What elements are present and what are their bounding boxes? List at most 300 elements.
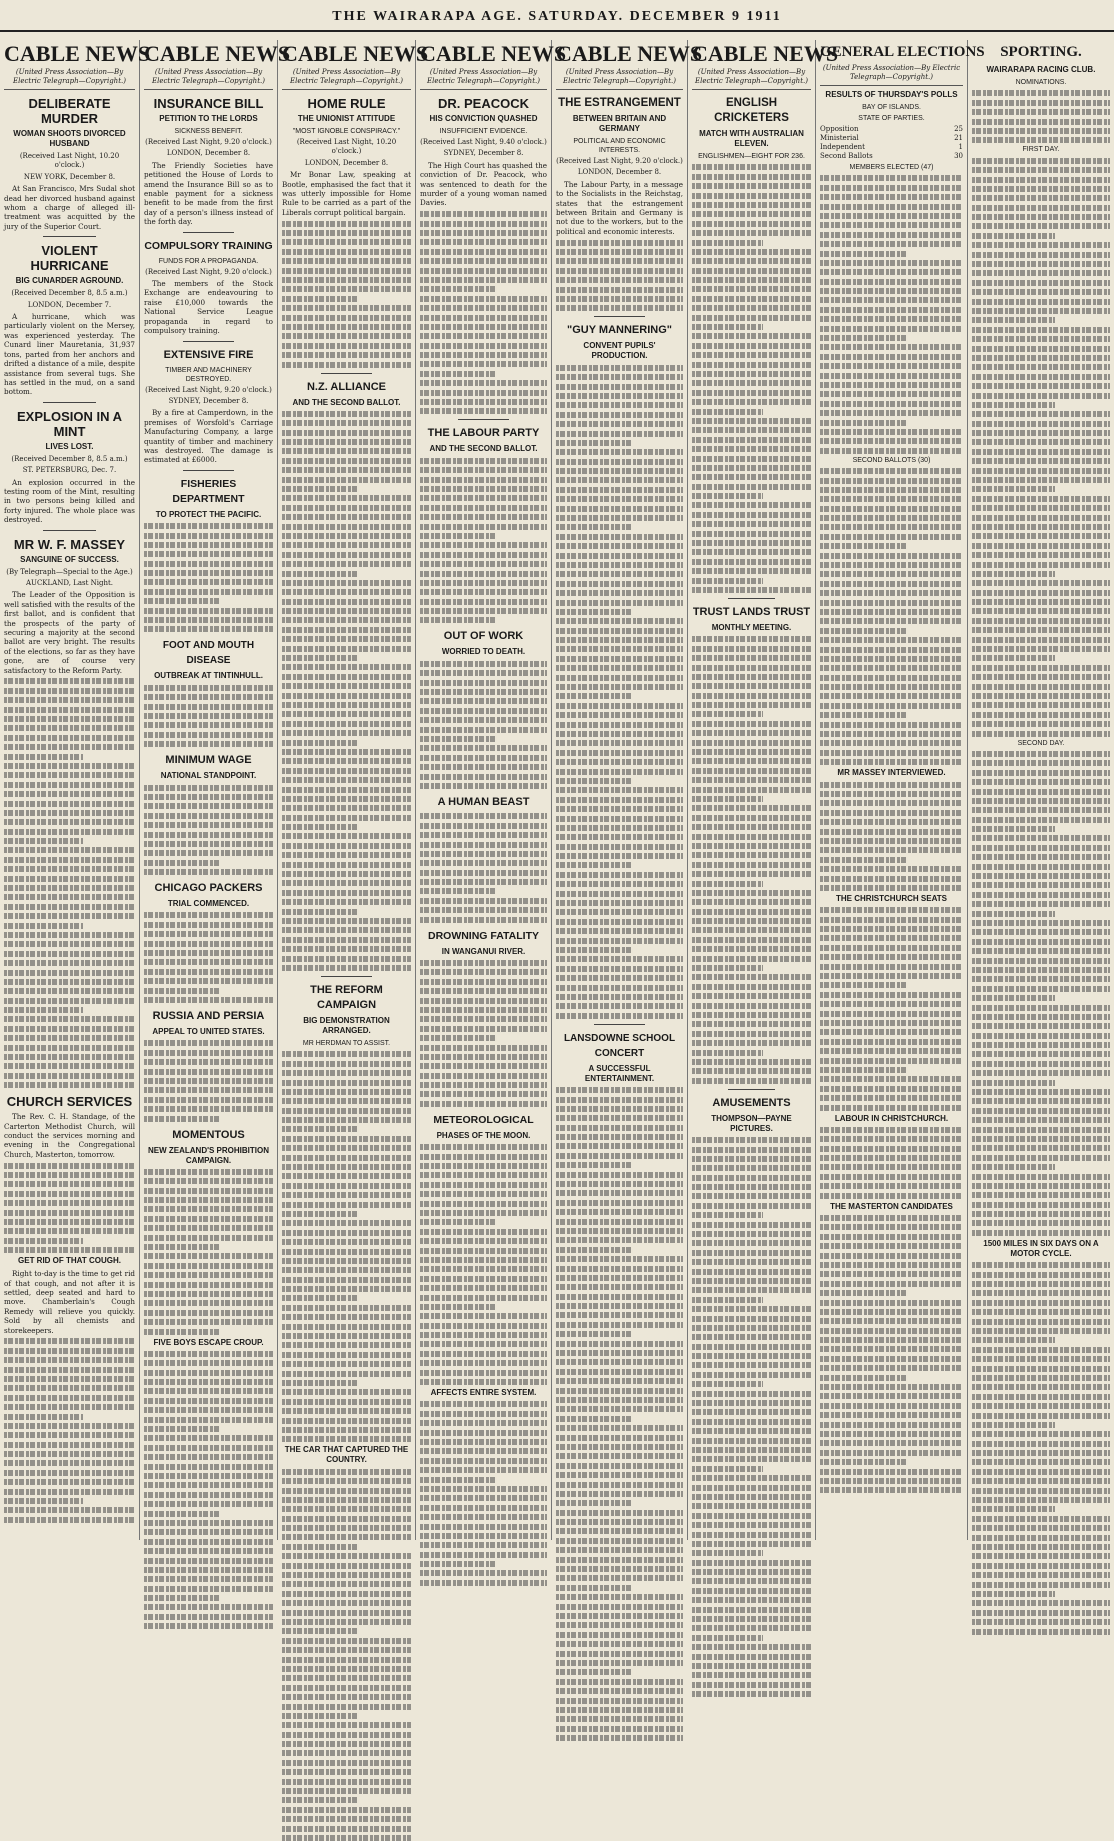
text-line <box>556 693 632 699</box>
text-line <box>972 299 1110 305</box>
headline: CHICAGO PACKERS <box>154 882 263 895</box>
text-line <box>4 725 135 731</box>
text-line <box>282 664 411 670</box>
text-line <box>4 1082 135 1088</box>
text-line <box>420 670 547 676</box>
text-line <box>4 1517 135 1523</box>
text-line <box>556 1331 632 1337</box>
text-line <box>4 1219 135 1225</box>
text-line <box>282 1732 411 1738</box>
text-line <box>820 1253 963 1259</box>
text-line <box>972 1356 1110 1362</box>
text-line <box>282 1145 411 1151</box>
text-line <box>4 819 135 825</box>
text-line <box>556 909 683 915</box>
dateline: AUCKLAND, Last Night. <box>25 578 114 587</box>
text-line <box>556 1613 683 1619</box>
text-line <box>282 1361 411 1367</box>
text-line <box>420 689 547 695</box>
text-line <box>820 1136 963 1142</box>
text-line <box>556 1097 683 1103</box>
text-line <box>556 1622 683 1628</box>
text-line <box>972 976 1110 982</box>
text-line <box>972 1220 1110 1226</box>
text-line <box>282 1534 411 1540</box>
text-line <box>556 769 683 775</box>
text-line <box>4 744 135 750</box>
text-line <box>972 543 1110 549</box>
text-line <box>556 277 683 283</box>
text-line <box>820 935 963 941</box>
text-line <box>144 1329 221 1335</box>
text-line <box>282 1249 411 1255</box>
text-line <box>420 608 547 614</box>
dateline: SYDNEY, December 8. <box>168 396 249 405</box>
column-banner: SPORTING. <box>1000 44 1082 60</box>
text-line <box>972 1347 1110 1353</box>
article-body: The Rev. C. H. Standage, of the Carterton Methodist Church, will conduct the services morning and evening in the Congregational Church, Masterton, tomorrow. <box>4 1112 135 1159</box>
text-line <box>282 1436 411 1442</box>
text-line <box>556 1284 683 1290</box>
text-line <box>556 268 683 274</box>
text-line <box>972 864 1110 870</box>
text-line <box>556 1388 683 1394</box>
column-7 <box>816 40 985 1540</box>
text-line <box>556 609 632 615</box>
text-line <box>556 1547 683 1553</box>
subheadline: A SUCCESSFUL ENTERTAINMENT. <box>584 1063 655 1083</box>
text-line <box>820 241 963 247</box>
text-line <box>144 732 273 738</box>
text-line <box>420 898 547 904</box>
subheadline: NOMINATIONS. <box>1015 79 1067 86</box>
text-line <box>972 486 1055 492</box>
text-line <box>556 712 683 718</box>
text-line <box>556 543 683 549</box>
text-line <box>420 1486 547 1492</box>
text-line <box>144 997 273 1003</box>
text-line <box>556 553 683 559</box>
subheadline: APPEAL TO UNITED STATES. <box>152 1026 265 1036</box>
text-line <box>556 759 683 765</box>
text-line <box>282 239 411 245</box>
text-line <box>972 515 1110 521</box>
text-line <box>692 946 811 952</box>
text-line <box>820 515 963 521</box>
text-line <box>4 697 135 703</box>
text-line <box>282 1277 411 1283</box>
text-line <box>420 851 547 857</box>
subheadline: SANGUINE OF SUCCESS. <box>20 554 119 564</box>
text-line <box>820 1001 963 1007</box>
text-line <box>972 712 1110 718</box>
text-line <box>820 1431 963 1437</box>
text-line <box>820 571 963 577</box>
text-line <box>282 561 411 567</box>
text-line <box>144 1407 273 1413</box>
text-line <box>420 390 547 396</box>
text-line <box>556 600 683 606</box>
text-line <box>692 1391 811 1397</box>
text-line <box>972 1600 1110 1606</box>
dateline: LONDON, December 8. <box>304 158 389 167</box>
text-line <box>972 939 1110 945</box>
credit-line: (United Press Association—By Electric Telegraph—Copyright.) <box>420 68 547 90</box>
text-line <box>692 1050 763 1056</box>
text-line <box>820 1234 963 1240</box>
text-line <box>144 1106 273 1112</box>
text-line <box>4 932 135 938</box>
subheadline: SECOND DAY. <box>1017 739 1065 747</box>
text-line <box>556 1651 683 1657</box>
text-line <box>420 1495 547 1501</box>
text-line <box>282 1497 411 1503</box>
text-line <box>420 1401 547 1407</box>
text-line <box>692 749 811 755</box>
text-line <box>420 1045 547 1051</box>
text-line <box>282 683 411 689</box>
received-line: (By Telegraph—Special to the Age.) <box>6 567 133 576</box>
text-line <box>420 1026 547 1032</box>
text-line <box>556 938 683 944</box>
text-line <box>556 731 683 737</box>
text-line <box>282 1173 411 1179</box>
text-line <box>420 239 547 245</box>
text-line <box>144 1206 273 1212</box>
text-line <box>972 477 1110 483</box>
text-line <box>144 922 273 928</box>
headline: THE ESTRANGEMENT <box>558 97 681 109</box>
text-line <box>144 551 273 557</box>
article-continuation <box>820 175 963 453</box>
text-line <box>282 1399 411 1405</box>
text-line <box>556 384 683 390</box>
article-continuation <box>972 158 1110 737</box>
text-line <box>972 958 1110 964</box>
text-line <box>556 750 683 756</box>
text-line <box>420 249 547 255</box>
text-line <box>420 736 496 742</box>
text-line <box>972 1422 1055 1428</box>
text-line <box>556 900 683 906</box>
text-line <box>4 810 135 816</box>
text-line <box>692 296 811 302</box>
text-line <box>282 324 411 330</box>
text-line <box>556 1190 683 1196</box>
text-line <box>692 399 811 405</box>
parties-table <box>820 125 963 161</box>
text-line <box>820 1309 963 1315</box>
article-continuation <box>820 468 963 765</box>
text-line <box>972 845 1110 851</box>
text-line <box>420 1561 496 1567</box>
text-line <box>282 286 411 292</box>
text-line <box>972 637 1110 643</box>
text-line <box>556 421 683 427</box>
text-line <box>282 1333 411 1339</box>
text-line <box>420 505 547 511</box>
text-line <box>282 1239 411 1245</box>
text-line <box>692 1040 811 1046</box>
headline: EXPLOSION IN A MINT <box>17 408 122 439</box>
text-line <box>556 778 632 784</box>
text-line <box>420 813 547 819</box>
text-line <box>820 1271 963 1277</box>
headline: FOOT AND MOUTH DISEASE <box>162 640 255 667</box>
text-line <box>692 1137 811 1143</box>
text-line <box>692 890 811 896</box>
text-line <box>556 1247 632 1253</box>
subheadline: TRIAL COMMENCED. <box>167 899 250 909</box>
text-line <box>820 391 963 397</box>
column-5 <box>552 40 703 1540</box>
text-line <box>692 446 811 452</box>
text-line <box>972 590 1110 596</box>
text-line <box>420 823 547 829</box>
text-line <box>972 1080 1055 1086</box>
text-line <box>972 552 1110 558</box>
text-line <box>4 979 135 985</box>
article-continuation <box>556 240 683 312</box>
text-line <box>420 1514 547 1520</box>
article-continuation <box>144 785 273 876</box>
text-line <box>282 542 411 548</box>
subheadline: LIVES LOST. <box>45 441 94 451</box>
text-line <box>820 382 963 388</box>
text-line <box>972 1413 1110 1419</box>
subheadline: PHASES OF THE MOON. <box>436 1130 531 1140</box>
text-line <box>972 393 1110 399</box>
text-line <box>972 1394 1110 1400</box>
text-line <box>282 890 411 896</box>
subheadline: POLITICAL AND ECONOMIC INTERESTS. <box>573 138 666 154</box>
text-line <box>420 717 547 723</box>
text-line <box>972 186 1110 192</box>
text-line <box>820 1403 963 1409</box>
text-line <box>144 822 273 828</box>
text-line <box>692 512 811 518</box>
text-line <box>820 590 963 596</box>
text-line <box>420 533 496 539</box>
text-line <box>972 580 1110 586</box>
text-line <box>556 1528 683 1534</box>
text-line <box>692 1334 811 1340</box>
text-line <box>282 1525 411 1531</box>
text-line <box>820 468 963 474</box>
text-line <box>972 646 1110 652</box>
text-line <box>420 774 547 780</box>
text-line <box>692 1635 763 1641</box>
text-line <box>282 486 359 492</box>
column-banner: CABLE NEWS <box>282 41 429 66</box>
text-line <box>420 1439 547 1445</box>
text-line <box>282 458 411 464</box>
table-row: Independent 1 <box>820 143 963 151</box>
text-line <box>556 1125 683 1131</box>
text-line <box>692 240 763 246</box>
text-line <box>972 1281 1110 1287</box>
text-line <box>420 1073 547 1079</box>
text-line <box>282 805 411 811</box>
subheadline: THOMPSON—PAYNE PICTURES. <box>711 1113 792 1133</box>
text-line <box>420 1091 547 1097</box>
text-line <box>820 1281 963 1287</box>
text-line <box>144 542 273 548</box>
text-line <box>4 688 135 694</box>
text-line <box>972 1145 1110 1151</box>
text-line <box>692 721 811 727</box>
text-line <box>820 1487 963 1493</box>
table-row: Opposition 25 <box>820 125 963 133</box>
text-line <box>692 758 811 764</box>
text-line <box>820 506 963 512</box>
article-continuation <box>820 907 963 1110</box>
text-line <box>820 1469 963 1475</box>
text-line <box>692 834 811 840</box>
text-line <box>820 866 963 872</box>
text-line <box>420 870 547 876</box>
text-line <box>820 1183 963 1189</box>
credit-line: (United Press Association—By Electric Telegraph—Copyright.) <box>282 68 411 90</box>
text-line <box>4 857 135 863</box>
dateline: LONDON, December 7. <box>27 300 112 309</box>
advertisement-body: Right to-day is the time to get rid of that cough, and not after it is settled, deep seated and hard to move. Chamberlain's Cough Remedy will relieve you quickly. Sold by all chemists and storekeepers. <box>4 1269 135 1335</box>
text-line <box>972 1582 1110 1588</box>
text-line <box>282 352 411 358</box>
article-continuation <box>282 221 411 368</box>
text-line <box>556 994 683 1000</box>
text-line <box>692 937 811 943</box>
text-line <box>820 722 963 728</box>
text-line <box>282 467 411 473</box>
text-line <box>972 109 1110 115</box>
text-line <box>972 1366 1110 1372</box>
subheadline: RESULTS OF THURSDAY'S POLLS <box>825 90 958 99</box>
article-continuation <box>420 211 547 414</box>
text-line <box>972 702 1110 708</box>
text-line <box>282 1826 411 1832</box>
text-line <box>972 261 1110 267</box>
text-line <box>820 251 906 257</box>
text-line <box>144 598 221 604</box>
text-line <box>692 333 811 339</box>
text-line <box>820 731 963 737</box>
text-line <box>556 1660 683 1666</box>
text-line <box>972 911 1055 917</box>
text-line <box>556 975 683 981</box>
text-line <box>692 193 811 199</box>
text-line <box>972 505 1110 511</box>
text-line <box>820 1164 963 1170</box>
text-line <box>144 617 273 623</box>
text-line <box>692 1663 811 1669</box>
subheadline: BETWEEN BRITAIN AND GERMANY <box>572 114 667 133</box>
subheadline: NATIONAL STANDPOINT. <box>160 771 257 781</box>
text-line <box>972 1450 1110 1456</box>
text-line <box>144 1310 273 1316</box>
text-line <box>692 174 811 180</box>
text-line <box>692 824 811 830</box>
headline: THE LABOUR PARTY <box>427 427 540 440</box>
text-line <box>4 754 83 760</box>
subheadline: THE UNIONIST ATTITUDE <box>297 114 396 123</box>
text-line <box>972 1061 1110 1067</box>
text-line <box>556 1482 683 1488</box>
text-line <box>556 881 683 887</box>
text-line <box>972 1202 1110 1208</box>
article-continuation <box>144 912 273 1003</box>
text-line <box>282 1295 359 1301</box>
text-line <box>972 1563 1110 1569</box>
text-line <box>556 703 683 709</box>
text-line <box>972 817 1110 823</box>
text-line <box>282 1694 411 1700</box>
text-line <box>4 1442 135 1448</box>
text-line <box>4 1367 135 1373</box>
text-line <box>4 1007 83 1013</box>
text-line <box>556 524 632 530</box>
text-line <box>4 1026 135 1032</box>
subheadline: FIVE BOYS ESCAPE CROUP. <box>153 1337 264 1347</box>
text-line <box>692 852 811 858</box>
headline: OUT OF WORK <box>443 630 524 643</box>
text-line <box>4 1045 135 1051</box>
subheadline: "MOST IGNOBLE CONSPIRACY." <box>292 128 401 135</box>
text-line <box>420 486 547 492</box>
text-line <box>556 928 683 934</box>
text-line <box>420 1420 547 1426</box>
text-line <box>556 656 683 662</box>
text-line <box>556 646 683 652</box>
text-line <box>282 1741 411 1747</box>
text-line <box>282 1506 411 1512</box>
text-line <box>972 1337 1055 1343</box>
text-line <box>692 1569 811 1575</box>
column-banner: CABLE NEWS <box>4 41 151 66</box>
text-line <box>144 941 273 947</box>
article-continuation <box>556 1087 683 1741</box>
text-line <box>820 363 963 369</box>
text-line <box>4 1228 135 1234</box>
text-line <box>282 1342 411 1348</box>
text-line <box>820 600 963 606</box>
subheadline: MR HERDMAN TO ASSIST. <box>302 1039 391 1047</box>
text-line <box>4 716 135 722</box>
text-line <box>556 590 683 596</box>
subheadline: SECOND BALLOTS (30) <box>852 456 931 464</box>
text-line <box>282 1835 411 1841</box>
text-line <box>692 1597 811 1603</box>
text-line <box>282 1051 411 1057</box>
text-line <box>692 1078 811 1084</box>
text-line <box>820 401 963 407</box>
text-line <box>556 1228 683 1234</box>
text-line <box>972 533 1110 539</box>
text-line <box>692 456 811 462</box>
text-line <box>144 1319 273 1325</box>
text-line <box>4 1238 83 1244</box>
text-line <box>282 833 411 839</box>
text-line <box>556 1397 683 1403</box>
text-line <box>692 1447 811 1453</box>
text-line <box>820 1290 906 1296</box>
text-line <box>692 655 811 661</box>
text-line <box>282 589 411 595</box>
credit-line: (United Press Association—By Electric Telegraph—Copyright.) <box>144 68 273 90</box>
text-line <box>282 514 411 520</box>
text-line <box>972 1136 1110 1142</box>
text-line <box>820 945 963 951</box>
